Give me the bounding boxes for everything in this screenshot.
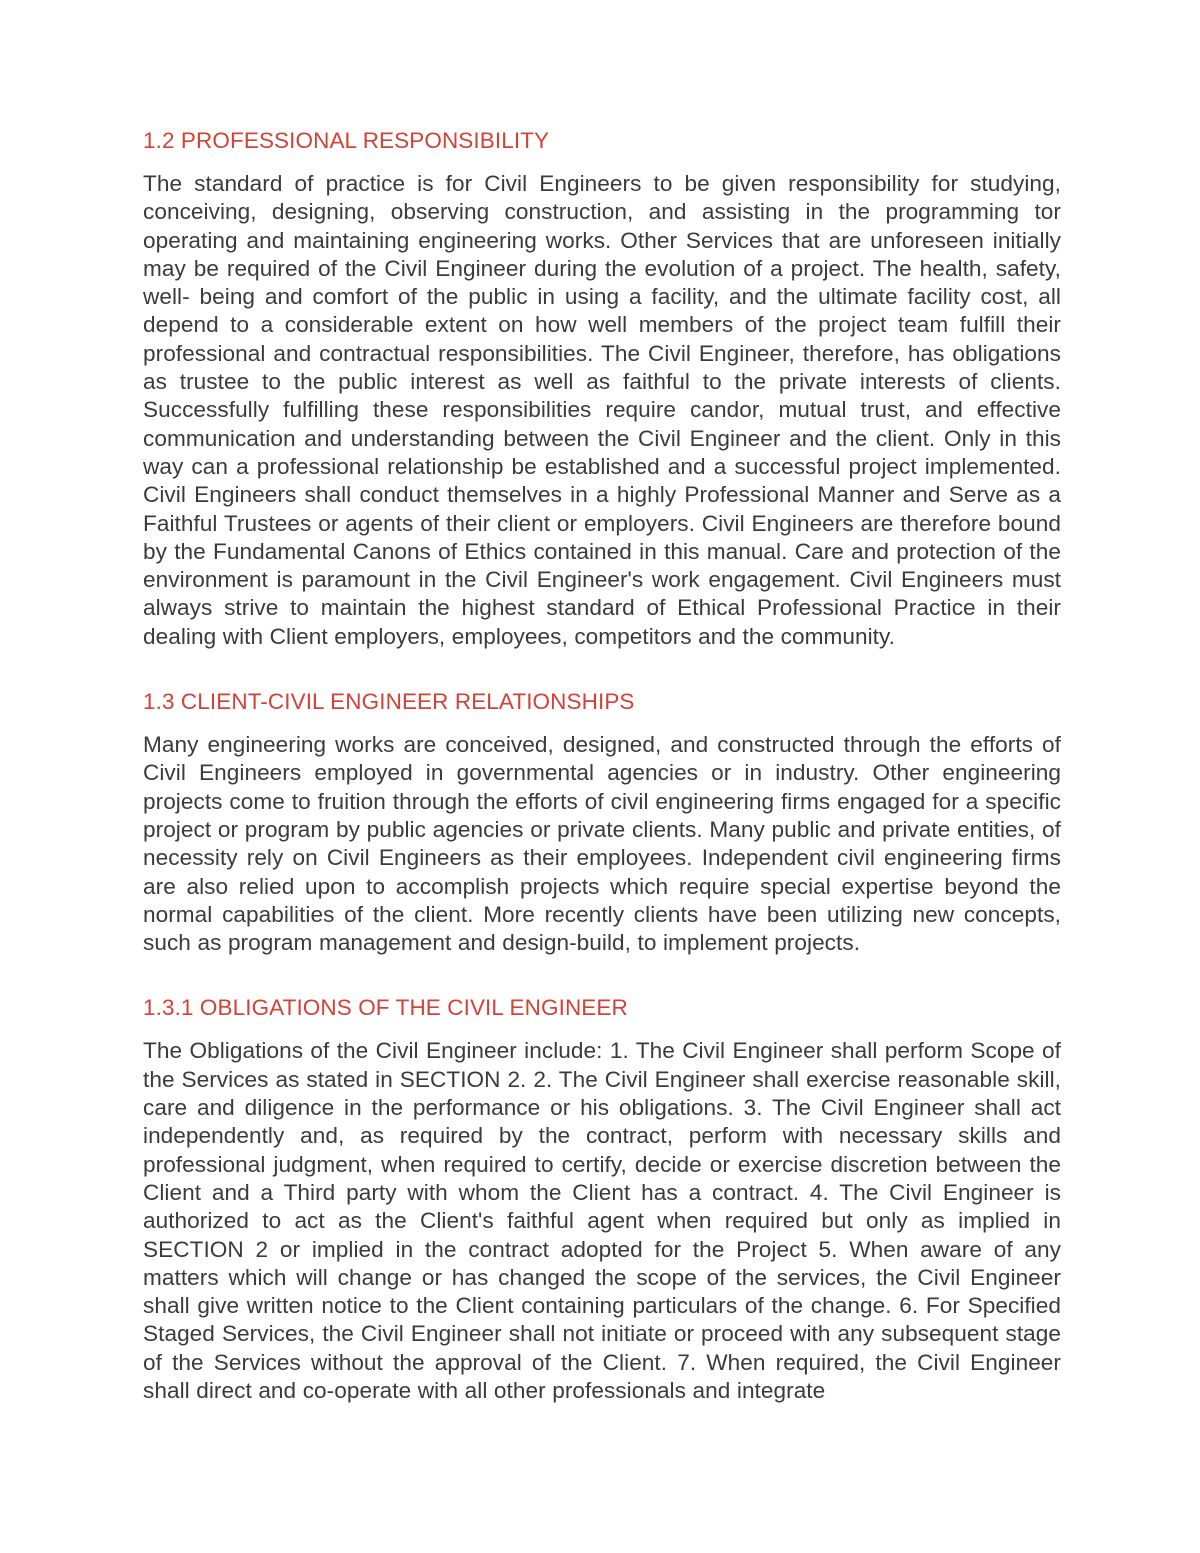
section-heading-1-3: 1.3 CLIENT-CIVIL ENGINEER RELATIONSHIPS: [143, 689, 635, 715]
section-paragraph-1-2: The standard of practice is for Civil Engineers to be given responsibility for studying, conceiving, designing, observing construction, and assisting in the programming tor operating and maintaining engineering works. Other Services that are unforeseen initially may be required of the Civil Engineer during the evolution of a project. The health, safety, well- being and comfort of the public in using a facility, and the ultimate facility cost, all depend to a considerable extent on how well members of the project team fulfill their professional and contractual responsibilities. The Civil Engineer, therefore, has obligations as trustee to the public interest as well as faithful to the private interests of clients. Successfully fulfilling these responsibilities require candor, mutual trust, and effective communication and understanding between the Civil Engineer and the client. Only in this way can a professional relationship be established and a successful project implemented. Civil Engineers shall conduct themselves in a highly Professional Manner and Serve as a Faithful Trustees or agents of their client or employers. Civil Engineers are therefore bound by the Fundamental Canons of Ethics contained in this manual. Care and protection of the environment is paramount in the Civil Engineer's work engagement. Civil Engineers must always strive to maintain the highest standard of Ethical Professional Practice in their dealing with Client employers, employees, competitors and the community.: [143, 171, 1061, 649]
document-body: [143, 126, 1061, 1405]
section-paragraph-1-3: Many engineering works are conceived, designed, and constructed through the efforts of Civil Engineers employed in governmental agencies or in industry. Other engineering projects come to fruition through the efforts of civil engineering firms engaged for a specific project or program by public agencies or private clients. Many public and private entities, of necessity rely on Civil Engineers as their employees. Independent civil engineering firms are also relied upon to accomplish projects which require special expertise beyond the normal capabilities of the client. More recently clients have been utilizing new concepts, such as program management and design-build, to implement projects.: [143, 732, 1061, 956]
section-heading-1-3-1: 1.3.1 OBLIGATIONS OF THE CIVIL ENGINEER: [143, 995, 628, 1021]
section-paragraph-1-3-1: The Obligations of the Civil Engineer include: 1. The Civil Engineer shall perform Scope of the Services as stated in SECTION 2. 2. The Civil Engineer shall exercise reasonable skill, care and diligence in the performance or his obligations. 3. The Civil Engineer shall act independently and, as required by the contract, perform with necessary skills and professional judgment, when required to certify, decide or exercise discretion between the Client and a Third party with whom the Client has a contract. 4. The Civil Engineer is authorized to act as the Client's faithful agent when required but only as implied in SECTION 2 or implied in the contract adopted for the Project 5. When aware of any matters which will change or has changed the scope of the services, the Civil Engineer shall give written notice to the Client containing particulars of the change. 6. For Specified Staged Services, the Civil Engineer shall not initiate or proceed with any subsequent stage of the Services without the approval of the Client. 7. When required, the Civil Engineer shall direct and co-operate with all other professionals and integrate: [143, 1038, 1061, 1403]
section-heading-1-2: 1.2 PROFESSIONAL RESPONSIBILITY: [143, 128, 550, 153]
